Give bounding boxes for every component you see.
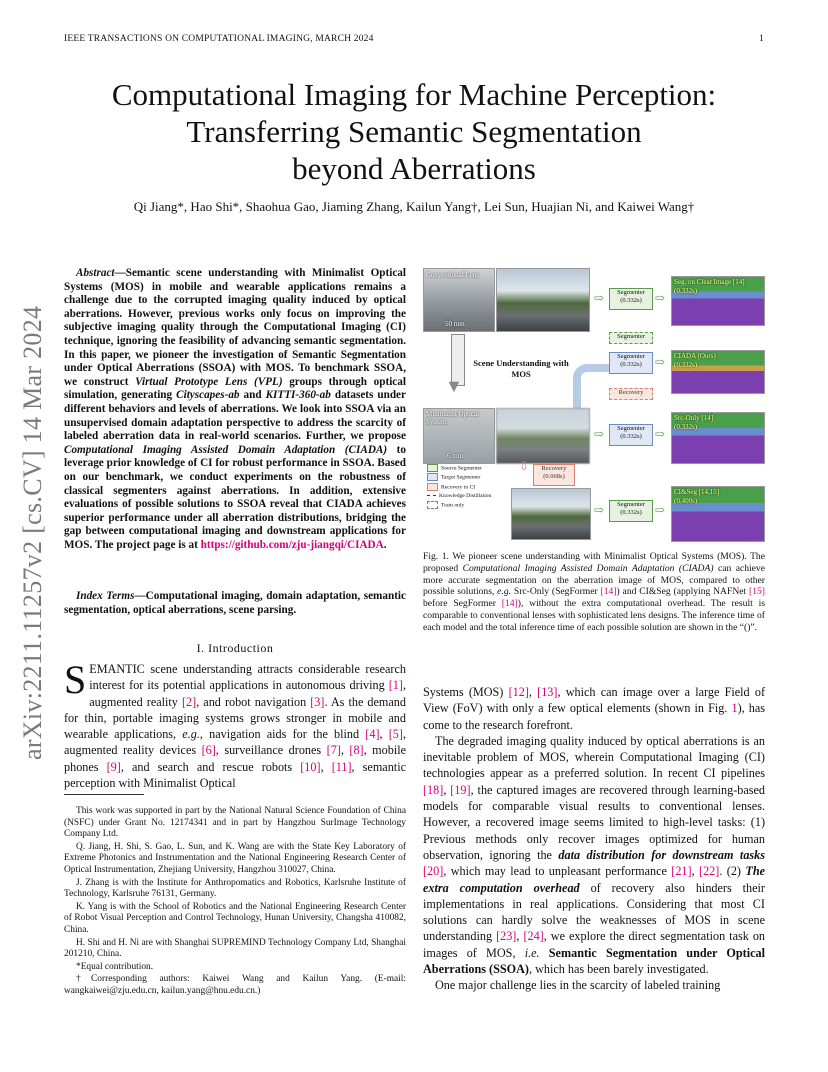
src-only-label: Src-Only [14] <box>674 414 714 422</box>
footnote: K. Yang is with the School of Robotics and the National Engineering Research Center of Robot Visual Perception and Control Technology, Hunan University, Changsha 410082, China. <box>64 901 406 935</box>
citation[interactable]: [14] <box>501 598 518 610</box>
footnote: J. Zhang is with the Institute for Anthropomatics and Robotics, Karlsruhe Institute of Technology, Karlsruhe 76131, Germany. <box>64 877 406 900</box>
paper-title <box>64 76 764 187</box>
index-terms-text: —Computational imaging, domain adaptation, semantic segmentation, optical aberrations, scene parsing. <box>64 590 406 616</box>
project-link[interactable]: https://github.com/zju-jiangqi/CIADA <box>200 538 384 551</box>
citation[interactable]: [3] <box>310 694 325 709</box>
paragraph: One major challenge lies in the scarcity of labeled training <box>435 978 721 993</box>
abstract-text: . <box>383 538 387 551</box>
recovery-time: (0.068s) <box>543 473 565 480</box>
intro-paragraph <box>64 657 407 791</box>
citation[interactable]: [19] <box>450 782 471 797</box>
caption-text: can achieve more accurate segmentation on the aberration image of MOS, compared to other possible solutions, <box>423 562 765 598</box>
arrow-right-icon: ⇨ <box>594 503 605 517</box>
legend-label: Recovery in CI <box>441 483 476 490</box>
minimalist-label: Minimalist Optical System <box>426 410 480 426</box>
arrow-right-icon: ⇨ <box>594 427 605 441</box>
legend-item <box>427 492 491 501</box>
intro-text: scene understanding attracts considerable research interest for its potential applications in autonomous driving <box>89 662 406 693</box>
intro-text: , <box>379 727 389 742</box>
footnote: This work was supported in part by the National Natural Science Foundation of China (NSFC) under Grant No. 12174341 and in part by Hangzhou SurImage Technology Company Ltd. <box>64 806 406 840</box>
emphasis: i.e. <box>524 945 540 960</box>
legend-label: Target Segmenter <box>441 474 481 481</box>
figure-ref[interactable]: 1 <box>731 701 738 716</box>
arxiv-identifier: arXiv:2211.11257v2 [cs.CV] 14 Mar 2024 <box>18 305 47 760</box>
segmenter-label: Segmenter <box>617 353 645 360</box>
intro-text: , semantic perception with Minimalist Optical <box>64 759 406 791</box>
intro-text: , <box>340 743 350 758</box>
body-text <box>540 946 549 960</box>
citation[interactable]: [13] <box>537 685 558 699</box>
abstract-kitti: KITTI-360-ab <box>265 389 331 402</box>
segmenter-box-target <box>609 352 653 374</box>
intro-text: . As the demand for thin, portable imaging systems grows stronger in mobile and wearable applications, <box>64 694 406 742</box>
conventional-lens-label: Conventional Lens <box>426 271 480 279</box>
citation[interactable]: [14] <box>600 586 617 598</box>
citation[interactable]: [1] <box>388 678 403 693</box>
body-text: ), has come to the research forefront. <box>423 701 765 732</box>
abstract <box>64 267 406 552</box>
caption-text: before SegFormer <box>423 598 502 610</box>
abstract-text: to leverage prior knowledge of CI for robust performance in SSOA. Based on our benchmark, we conduct experiments on the robustness of classical segmenters against aberrations. In addition, extensive evaluations of possible solutions to SSOA reveal that CIADA achieves superior performance under all aberration distributions, bridging the gap between computational imaging and downstream applications for MOS. The project page is at <box>64 443 406 551</box>
segmenter-time: (0.332s) <box>620 297 642 304</box>
segmenter-time: (0.332s) <box>620 509 642 516</box>
legend-label: Source Segmenter <box>441 465 482 472</box>
index-terms <box>64 590 406 617</box>
src-only-time: (0.332s) <box>674 423 698 431</box>
segmenter-box-1 <box>609 288 653 310</box>
citation[interactable]: [9] <box>106 759 121 774</box>
emphasis: Semantic Segmentation under Optical Aberrations (SSOA) <box>423 945 765 977</box>
aberration-scene-image <box>496 408 590 464</box>
abstract-text: and <box>239 389 266 402</box>
journal-name: IEEE TRANSACTIONS ON COMPUTATIONAL IMAGING, MARCH 2024 <box>64 34 374 44</box>
body-text: , the captured images are recovered through learning-based models for comparable visual results to conventional lenses. However, a recovered image seems limited to high-level tasks: (1) Previous methods only recover images optimized for human observation, ignoring the <box>423 782 765 862</box>
emphasis: The extra computation overhead <box>423 864 766 895</box>
segmenter-label: Segmenter <box>617 425 645 432</box>
caption-eg: e.g. <box>497 586 512 598</box>
body-text: , <box>443 782 451 797</box>
caption-text: ), without the extra computational overhead. The result is comparable to conventional lenses with sophisticated lens designs. The inference time of each model and the total inference time of each possible solution are shown in the “()”. <box>423 598 765 633</box>
legend-item <box>427 483 491 492</box>
citation[interactable]: [23] <box>496 929 517 944</box>
title-line-2: Transferring Semantic Segmentation <box>186 114 642 149</box>
lens-size-50mm: 50 mm <box>445 320 465 328</box>
abstract-cityscapes: Cityscapes-ab <box>176 389 240 402</box>
figure-legend <box>427 464 491 510</box>
arrow-down-icon: ▼ <box>445 376 463 396</box>
intro-text: , mobile phones <box>64 743 406 774</box>
intro-text: , and search and rescue robots <box>120 759 301 774</box>
title-line-1: Computational Imaging for Machine Perception: <box>111 77 717 112</box>
citation[interactable]: [7] <box>326 743 341 758</box>
arrow-down-icon: ⇩ <box>519 459 530 473</box>
citation[interactable]: [15] <box>749 586 765 598</box>
arrow-right-icon: ⇨ <box>655 503 666 517</box>
intro-text: , navigation aids for the blind <box>199 727 366 742</box>
intro-text: , augmented reality devices <box>64 727 407 758</box>
segmenter-label: Segmenter <box>617 501 645 508</box>
abstract-vpl: Virtual Prototype Lens (VPL) <box>135 375 283 388</box>
emphasis: data distribution for downstream tasks <box>558 847 765 862</box>
citation[interactable]: [11] <box>331 759 352 774</box>
footnote: †Corresponding authors: Kaiwei Wang and Kailun Yang. (E-mail: wangkaiwei@zju.edu.cn, kailun.yang@hnu.edu.cn.) <box>64 974 406 996</box>
citation[interactable]: [2] <box>181 694 197 709</box>
abstract-text: datasets under different behaviors and levels of aberrations. We look into SSOA via an unsupervised domain adaptation perspective to address the scarcity of labeled aberration data in real-world scenarios. Further, we propose <box>64 389 406 443</box>
ciada-label: CIADA (Ours) <box>674 352 716 360</box>
intro-eg: e.g. <box>182 727 200 742</box>
ciseg-time: (0.400s) <box>674 497 698 505</box>
caption-text: ) and CI&Seg (applying NAFNet <box>616 586 750 598</box>
intro-caps: EMANTIC <box>89 662 145 676</box>
body-text: , which has been barely investigated. <box>528 962 709 977</box>
body-text: , <box>516 929 524 944</box>
abstract-ciada: Computational Imaging Assisted Domain Adaptation (CIADA) <box>64 443 388 456</box>
segmenter-time: (0.332s) <box>620 361 642 368</box>
citation[interactable]: [20] <box>423 864 444 879</box>
footnote: Q. Jiang, H. Shi, S. Gao, L. Sun, and K. Wang are with the State Key Laboratory of Extreme Photonics and Instrumentation and the National Engineering Research Center of Optical Instrumentation, Zhejiang University, Hangzhou 310027, China. <box>64 841 406 875</box>
arrow-right-icon: ⇨ <box>655 355 666 369</box>
recovery-label: Recovery <box>541 465 567 472</box>
footnote: *Equal contribution. <box>76 961 154 972</box>
legend-item <box>427 473 491 482</box>
dropcap: S <box>64 657 87 702</box>
intro-text: , and robot navigation <box>196 694 311 709</box>
body-text: . (2) <box>719 864 746 879</box>
citation[interactable]: [4] <box>365 727 380 742</box>
seg-clear-label: Seg. on Clear Image [14] <box>674 278 745 286</box>
segmenter-box-ciseg <box>609 500 653 522</box>
abstract-text: —Semantic scene understanding with Minimalist Optical Systems (MOS) in mobile and wearable applications remains a challenge due to the corrupted imaging quality induced by optical aberrations. However, previous works only focus on improving the subjective imaging quality through the Computational Imaging (CI) technique, ignoring the feasibility of advancing semantic segmentation. In this paper, we pioneer the investigation of Semantic Segmentation under Optical Aberrations (SSOA) with MOS. To benchmark SSOA, we construct <box>64 267 406 388</box>
legend-item <box>427 464 491 473</box>
citation[interactable]: [5] <box>388 727 403 742</box>
body-text: , <box>528 685 538 699</box>
paragraph <box>423 733 765 977</box>
abstract-label: Abstract <box>76 267 115 279</box>
recovery-box-train: Recovery <box>609 388 653 400</box>
citation[interactable]: [6] <box>201 743 216 758</box>
body-text: , <box>691 864 700 879</box>
citation[interactable]: [21] <box>671 864 692 879</box>
segmenter-box-train: Segmenter <box>609 332 653 344</box>
caption-text: Src-Only (SegFormer <box>511 586 601 598</box>
clear-scene-image <box>496 268 590 332</box>
title-line-3: beyond Aberrations <box>292 151 536 186</box>
page-number: 1 <box>759 34 764 44</box>
arrow-right-icon: ⇨ <box>655 291 666 305</box>
legend-label: Train only <box>441 502 465 509</box>
figure-caption <box>423 551 765 634</box>
intro-text: , surveillance drones <box>215 743 327 758</box>
running-header <box>64 34 764 44</box>
ciada-time: (0.332s) <box>674 361 698 369</box>
segmenter-box-src <box>609 424 653 446</box>
scene-understanding-title: Scene Understanding with MOS <box>473 358 569 379</box>
paragraph <box>423 684 765 733</box>
body-text: , which may lead to unpleasant performance <box>443 864 672 879</box>
abstract-text: groups through optical simulation, generating <box>64 375 406 402</box>
citation[interactable]: [24] <box>523 929 544 944</box>
caption-ciada: Computational Imaging Assisted Domain Adaptation (CIADA) <box>462 562 714 574</box>
legend-item <box>427 501 491 510</box>
segmenter-time: (0.332s) <box>620 433 642 440</box>
figure-1 <box>423 268 765 546</box>
citation[interactable]: [8] <box>349 743 364 758</box>
arrow-right-icon: ⇨ <box>594 291 605 305</box>
caption-text: Fig. 1. We pioneer scene understanding with Minimalist Optical Systems (MOS). The proposed <box>423 551 765 574</box>
intro-text: , augmented reality <box>89 678 406 709</box>
citation[interactable]: [18] <box>423 782 444 797</box>
body-text: of recovery also hinders their implementations in real applications. Considering that most CI solutions can hardly solve the weaknesses of MOS in scene understanding <box>423 880 765 944</box>
recovered-image <box>511 488 591 540</box>
body-text: , we explore the direct segmentation task on images of MOS, <box>423 929 766 960</box>
footnote-rule <box>64 794 144 795</box>
body-text: Systems (MOS) <box>423 685 509 699</box>
legend-label: Knowledge Distillation <box>439 492 492 499</box>
index-terms-label: Index Terms <box>76 590 135 602</box>
citation[interactable]: [12] <box>508 685 529 699</box>
footnote: H. Shi and H. Ni are with Shanghai SUPREMIND Technology Company Ltd, Shanghai 201210, China. <box>64 937 406 960</box>
author-list: Qi Jiang*, Hao Shi*, Shaohua Gao, Jiaming Zhang, Kailun Yang†, Lei Sun, Huajian Ni, and Kaiwei Wang† <box>133 199 695 214</box>
section-heading: I. Introduction <box>196 641 274 655</box>
citation[interactable]: [22] <box>699 864 720 879</box>
body-text: The degraded imaging quality induced by optical aberrations is an inevitable problem of MOS, wherein Computational Imaging (CI) technologies appear as a preferred solution. In recent CI pipelines <box>423 733 765 781</box>
body-text: , which can image over a large Field of View (FoV) with only a few optical elements (shown in Fig. <box>423 685 765 716</box>
lens-size-6mm: 6 mm <box>447 452 464 460</box>
citation[interactable]: [10] <box>300 759 321 774</box>
recovery-box <box>533 464 575 486</box>
intro-text: , <box>320 759 332 774</box>
segmenter-label: Segmenter <box>617 289 645 296</box>
ciseg-label: CI&Seg [14,15] <box>674 488 720 496</box>
seg-clear-time: (0.332s) <box>674 287 698 295</box>
right-column-body <box>423 684 765 994</box>
footnotes <box>64 806 406 999</box>
arrow-right-icon: ⇨ <box>655 427 666 441</box>
